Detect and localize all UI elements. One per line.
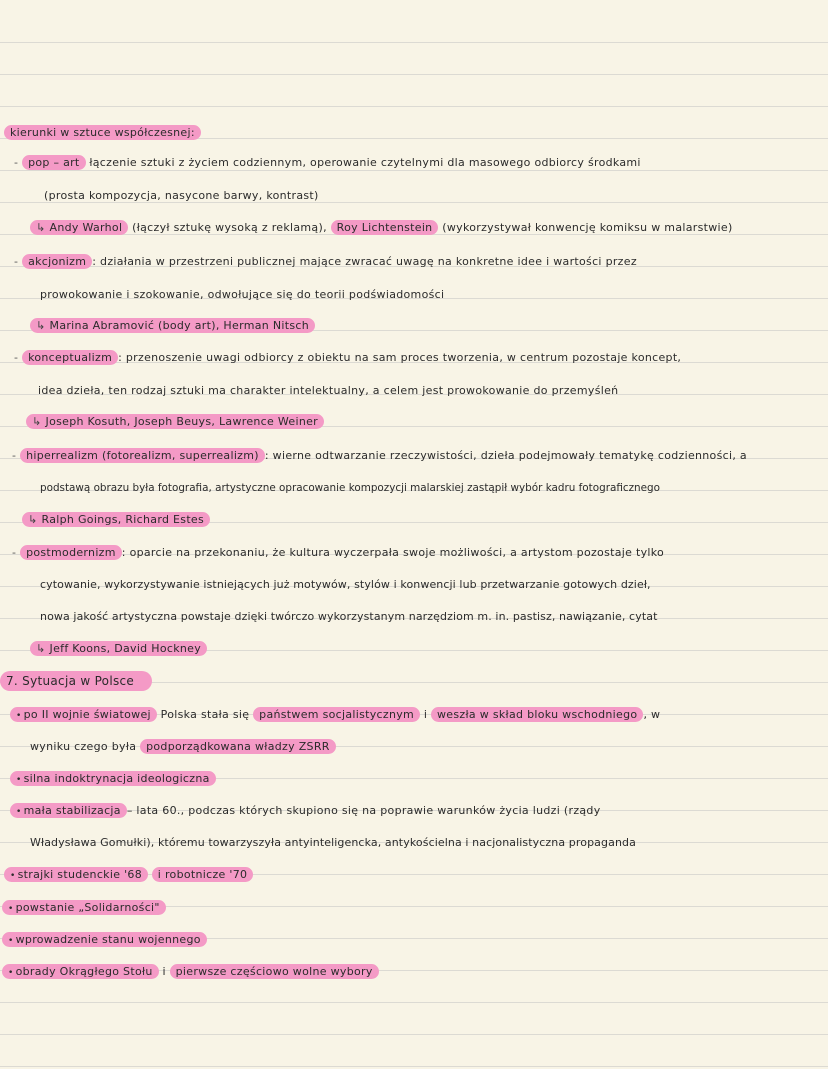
- pop-art-line-2: [44, 188, 828, 204]
- hiperrealizm-artists-line: [22, 512, 828, 528]
- konceptualizm-desc-2: idea dzieła, ten rodzaj sztuki ma charakter intelektualny, a celem jest prowokowanie do przemyśleń: [38, 384, 619, 397]
- akcjonizm-line-1: - akcjonizm : działania w przestrzeni publicznej mające zwracać uwagę na konkretne idee i wartości przez: [14, 255, 637, 268]
- s7-p1-b: Polska stała się: [160, 708, 250, 721]
- hiperrealizm-line-2: [40, 480, 828, 496]
- section7-title-line: [0, 671, 828, 691]
- term-pop-art: pop – art: [22, 155, 85, 170]
- s7-point-6-line: • wprowadzenie stanu wojennego: [2, 932, 828, 948]
- s7-p3-b: – lata 60., podczas których skupiono się na poprawie warunków życia ludzi (rządy: [126, 804, 601, 817]
- artist-lichtenstein-note: (wykorzystywał konwencję komiksu w malarstwie): [442, 221, 733, 234]
- term-konceptualizm: konceptualizm: [22, 350, 118, 365]
- akcjonizm-line-2: [40, 287, 828, 303]
- postmodernizm-artists-line: [30, 641, 828, 657]
- s7-point-1-line-2: [30, 739, 828, 755]
- term-hiperrealizm: hiperrealizm (fotorealizm, superrealizm): [20, 448, 265, 463]
- s7-p7-c: pierwsze częściowo wolne wybory: [170, 964, 379, 979]
- s7-p1-a: po II wojnie światowej: [23, 708, 151, 721]
- pop-art-artists-line: [30, 220, 828, 236]
- postmodernizm-artists: Jeff Koons, David Hockney: [49, 642, 202, 655]
- postmodernizm-desc-1: : oparcie na przekonaniu, że kultura wyczerpała swoje możliwości, a artystom pozostaje tylko: [121, 546, 665, 559]
- pop-art-line-1: - pop – art łączenie sztuki z życiem codziennym, operowanie czytelnymi dla masowego odbiorcy środkami: [14, 156, 641, 169]
- s7-point-2-line: • silna indoktrynacja ideologiczna: [10, 771, 828, 787]
- arrow-icon: ↳: [36, 642, 46, 655]
- s7-point-4-line: • strajki studenckie '68 i robotnicze '70: [4, 867, 828, 883]
- pop-art-desc-2: (prosta kompozycja, nasycone barwy, kontrast): [44, 189, 319, 202]
- konceptualizm-line-2: [38, 383, 828, 399]
- arrow-icon: ↳: [28, 513, 38, 526]
- s7-p4-c: robotnicze '70: [164, 868, 248, 881]
- s7-point-1-line-1: • po II wojnie światowej Polska stała się państwem socjalistycznym i weszła w skład bloku wschodniego , w: [10, 707, 828, 723]
- s7-p1-g: wyniku czego była: [30, 740, 137, 753]
- s7-p7-a: obrady Okrągłego Stołu: [15, 965, 153, 978]
- s7-p4-a: strajki studenckie '68: [17, 868, 142, 881]
- artist-warhol-note: (łączył sztukę wysoką z reklamą),: [132, 221, 327, 234]
- konceptualizm-line-1: - konceptualizm : przenoszenie uwagi odbiorcy z obiektu na sam proces tworzenia, w centrum pozostaje koncept,: [14, 351, 682, 364]
- term-akcjonizm: akcjonizm: [22, 254, 92, 269]
- akcjonizm-artists-line: [30, 318, 828, 334]
- akcjonizm-desc-1: : działania w przestrzeni publicznej mające zwracać uwagę na konkretne idee i wartości przez: [92, 255, 637, 268]
- konceptualizm-artists-line: [26, 414, 828, 430]
- postmodernizm-line-1: - postmodernizm : oparcie na przekonaniu, że kultura wyczerpała swoje możliwości, a artystom pozostaje tylko: [12, 546, 665, 559]
- s7-point-5-line: • powstanie „Solidarności": [2, 900, 828, 916]
- postmodernizm-desc-3: nowa jakość artystyczna powstaje dzięki twórczo wykorzystanym narzędziom m. in. pastisz, nawiązanie, cytat: [40, 610, 658, 623]
- hiperrealizm-desc-2: podstawą obrazu była fotografia, artystyczne opracowanie kompozycji malarskiej zastąpił wybór kadru fotograficznego: [40, 482, 660, 494]
- s7-p1-f: , w: [643, 708, 661, 721]
- s7-p7-b: i: [162, 965, 166, 978]
- s7-p1-d: i: [423, 708, 428, 721]
- s7-p6: wprowadzenie stanu wojennego: [15, 933, 201, 946]
- akcjonizm-desc-2: prowokowanie i szokowanie, odwołujące się do teorii podświadomości: [40, 288, 445, 301]
- s7-point-3-line-1: • mała stabilizacja – lata 60., podczas których skupiono się na poprawie warunków życia ludzi (rządy: [10, 803, 828, 819]
- section-heading: kierunki w sztuce współczesnej:: [4, 125, 201, 140]
- pop-art-desc-1: łączenie sztuki z życiem codziennym, operowanie czytelnymi dla masowego odbiorcy środkami: [89, 156, 641, 169]
- s7-p1-h: podporządkowana władzy ZSRR: [140, 739, 336, 754]
- artist-lichtenstein: Roy Lichtenstein: [331, 220, 439, 235]
- section7-title: 7. Sytuacja w Polsce: [0, 671, 152, 691]
- postmodernizm-line-3: [40, 609, 828, 625]
- s7-p2: silna indoktrynacja ideologiczna: [23, 772, 210, 785]
- s7-p1-c: państwem socjalistycznym: [253, 707, 420, 722]
- arrow-icon: ↳: [36, 319, 46, 332]
- s7-p4-b: i: [157, 868, 162, 881]
- artist-warhol: Andy Warhol: [49, 221, 123, 234]
- arrow-icon: ↳: [32, 415, 42, 428]
- s7-point-7-line: • obrady Okrągłego Stołu i pierwsze częściowo wolne wybory: [2, 964, 828, 980]
- s7-p1-e: weszła w skład bloku wschodniego: [431, 707, 643, 722]
- s7-p3-c: Władysława Gomułki), któremu towarzyszyła antyinteligencka, antykościelna i nacjonalistyczna propaganda: [30, 836, 636, 849]
- postmodernizm-line-2: [40, 577, 828, 593]
- s7-point-3-line-2: [30, 835, 828, 851]
- s7-p5: powstanie „Solidarności": [15, 901, 160, 914]
- konceptualizm-desc-1: : przenoszenie uwagi odbiorcy z obiektu na sam proces tworzenia, w centrum pozostaje koncept,: [118, 351, 682, 364]
- postmodernizm-desc-2: cytowanie, wykorzystywanie istniejących już motywów, stylów i konwencji lub przetwarzanie gotowych dzieł,: [40, 578, 651, 591]
- hiperrealizm-line-1: - hiperrealizm (fotorealizm, superrealizm) : wierne odtwarzanie rzeczywistości, dzieła podejmowały tematykę codzienności, a: [12, 449, 747, 462]
- akcjonizm-artists: Marina Abramović (body art), Herman Nitsch: [49, 319, 309, 332]
- s7-p3-a: mała stabilizacja: [23, 804, 121, 817]
- term-postmodernizm: postmodernizm: [20, 545, 122, 560]
- arrow-icon: ↳: [36, 221, 46, 234]
- konceptualizm-artists: Joseph Kosuth, Joseph Beuys, Lawrence Weiner: [45, 415, 318, 428]
- heading-line: [4, 125, 828, 141]
- hiperrealizm-desc-1: : wierne odtwarzanie rzeczywistości, dzieła podejmowały tematykę codzienności, a: [264, 449, 747, 462]
- hiperrealizm-artists: Ralph Goings, Richard Estes: [41, 513, 205, 526]
